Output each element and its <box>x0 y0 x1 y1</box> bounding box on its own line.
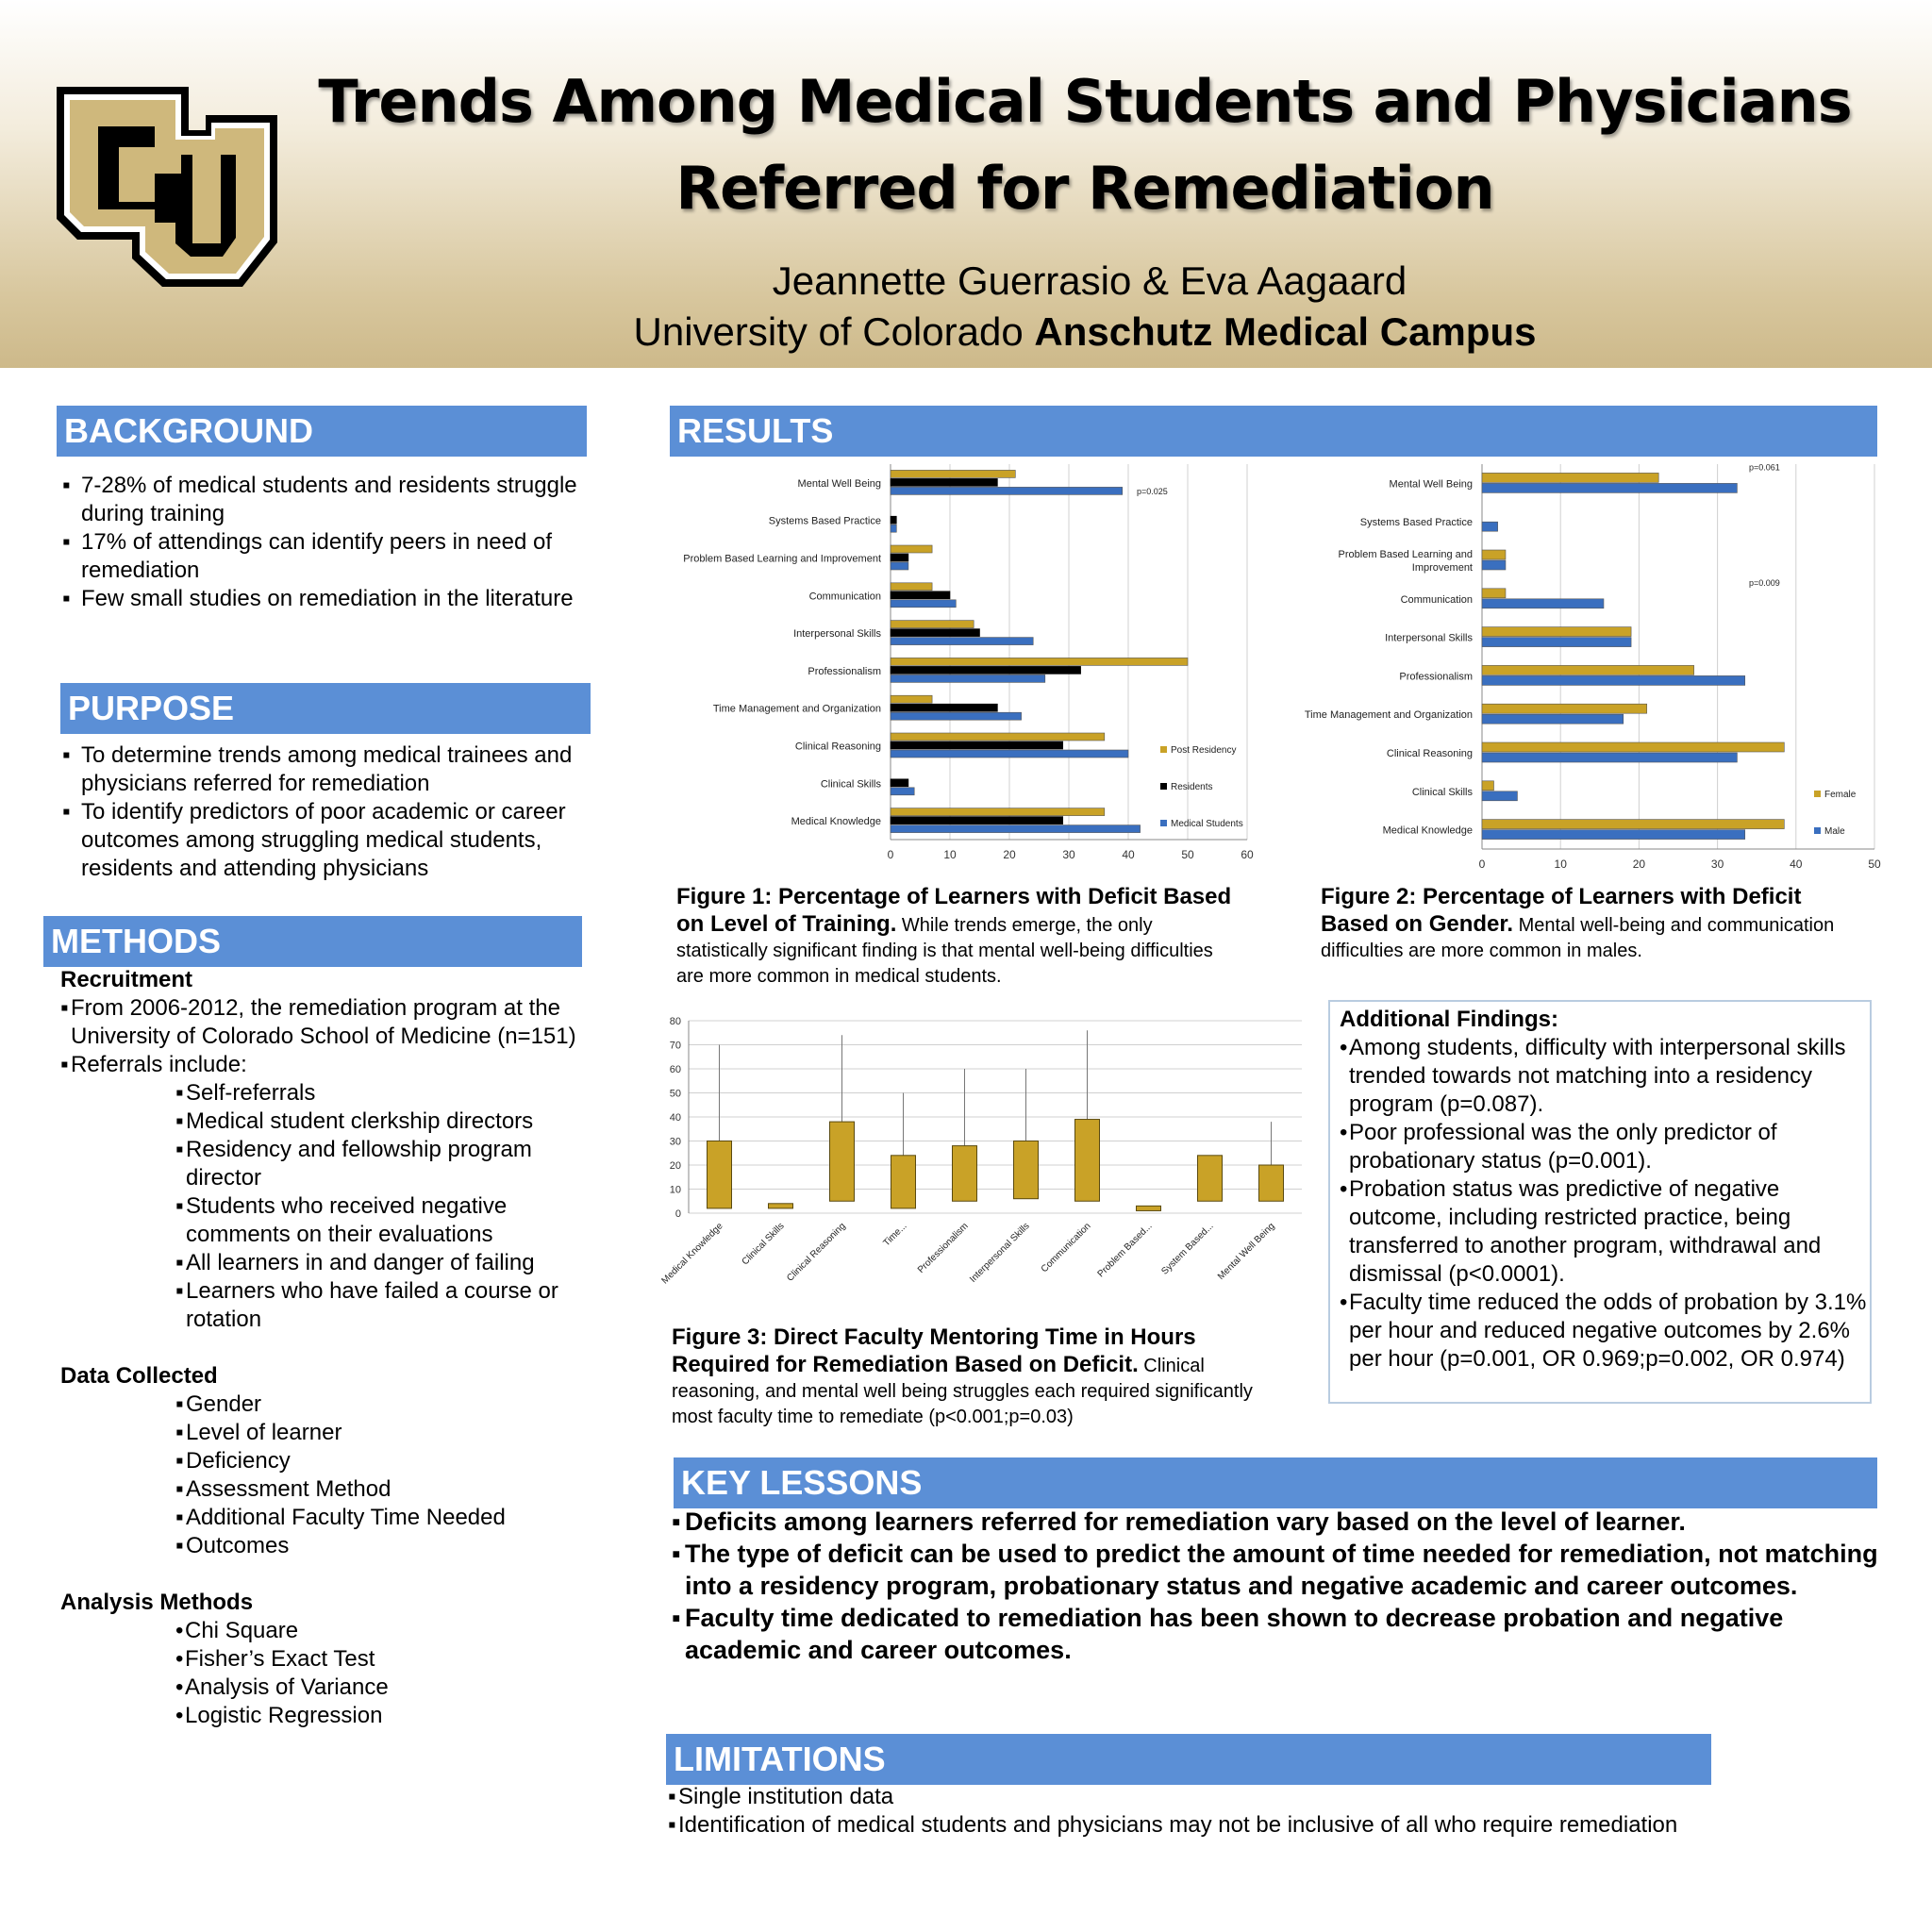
annotation: p=0.025 <box>1137 486 1168 496</box>
box <box>1075 1120 1100 1202</box>
y-tick-label: 40 <box>669 1112 681 1124</box>
category-label: Communication <box>808 591 881 603</box>
list-item: ▪ Outcomes <box>175 1532 598 1560</box>
bar <box>891 666 1081 674</box>
bar <box>1482 638 1631 647</box>
bar <box>1482 675 1745 685</box>
category-label: Systems Based Practice <box>1359 517 1473 529</box>
bar <box>891 733 1105 741</box>
list-item: ▪ Additional Faculty Time Needed <box>175 1504 598 1532</box>
purpose-list <box>62 741 591 883</box>
bar <box>891 658 1188 665</box>
bar <box>891 750 1128 758</box>
category-label: Medical Knowledge <box>1382 824 1473 837</box>
bar <box>891 470 1015 477</box>
bar <box>1482 522 1498 531</box>
box <box>891 1156 916 1208</box>
category-label: System Based... <box>1159 1221 1216 1277</box>
figure-2-caption-text: Mental well-being and communication difficulties are more common in males. <box>1321 915 1835 961</box>
category-label: Professionalism <box>1399 671 1473 683</box>
title-line-2: Referred for Remediation <box>675 154 1494 223</box>
bar <box>1482 483 1737 492</box>
bar <box>1482 627 1631 637</box>
legend-label: Post Residency <box>1171 745 1237 756</box>
methods-heading: METHODS <box>43 916 582 967</box>
y-tick-label: 20 <box>669 1160 681 1172</box>
x-tick-label: 40 <box>1122 848 1135 861</box>
category-label: Clinical Reasoning <box>1386 748 1473 759</box>
x-tick-label: 30 <box>1710 858 1724 871</box>
additional-findings-list <box>1340 1034 1870 1374</box>
category-label: Medical Knowledge <box>659 1221 725 1287</box>
figure-1-chart <box>670 462 1274 877</box>
category-label: Mental Well Being <box>797 477 881 490</box>
legend-swatch <box>1160 820 1167 826</box>
annotation: p=0.061 <box>1749 462 1780 473</box>
category-label: Time... <box>881 1221 909 1249</box>
bar <box>891 525 896 532</box>
bar <box>1482 550 1506 559</box>
y-tick-label: 50 <box>669 1088 681 1100</box>
list-item: ▪ Single institution data <box>668 1783 1913 1811</box>
y-tick-label: 80 <box>669 1016 681 1027</box>
data-collected-title: Data Collected <box>60 1363 218 1389</box>
bar <box>891 621 974 628</box>
list-item: ▪ Medical student clerkship directors <box>175 1108 598 1136</box>
key-lessons-list <box>672 1506 1898 1666</box>
category-label: Interpersonal Skills <box>793 628 881 641</box>
x-tick-label: 30 <box>1062 848 1075 861</box>
bar <box>1482 830 1745 840</box>
category-label: Communication <box>1039 1221 1093 1275</box>
x-tick-label: 50 <box>1181 848 1194 861</box>
list-item: ▪ Faculty time dedicated to remediation has been shown to decrease probation and negative academic and career outcomes. <box>672 1602 1898 1666</box>
category-label: Interpersonal Skills <box>1385 632 1473 644</box>
legend-label: Residents <box>1171 782 1213 792</box>
bar <box>1482 791 1517 801</box>
bar <box>1482 820 1784 829</box>
box <box>708 1141 732 1208</box>
bar <box>891 712 1022 720</box>
data-collected-list <box>60 1391 598 1560</box>
y-tick-label: 0 <box>675 1208 681 1220</box>
purpose-heading: PURPOSE <box>60 683 591 734</box>
y-tick-label: 70 <box>669 1040 681 1052</box>
referral-list <box>60 1079 598 1334</box>
list-item: • Fisher’s Exact Test <box>175 1645 598 1674</box>
methods-body <box>60 966 598 1730</box>
box <box>953 1146 977 1202</box>
limitations-list <box>668 1783 1913 1840</box>
bar <box>1482 781 1493 791</box>
bar <box>891 779 908 787</box>
bar <box>891 675 1045 682</box>
list-item: ▪ Identification of medical students and physicians may not be inclusive of all who require remediation <box>668 1811 1913 1840</box>
figure-2-caption-title: Figure 2: Percentage of Learners with Deficit Based on Gender. <box>1321 884 1802 937</box>
category-label: Professionalism <box>915 1221 971 1276</box>
poster-title <box>311 58 1858 232</box>
list-item: ▪ Referrals include: <box>60 1051 598 1079</box>
legend-swatch <box>1160 746 1167 753</box>
list-item: ▪ Gender <box>175 1391 598 1419</box>
x-tick-label: 20 <box>1632 858 1646 871</box>
bar <box>1482 599 1604 608</box>
analysis-title: Analysis Methods <box>60 1590 254 1615</box>
figure-3-caption-title: Figure 3: Direct Faculty Mentoring Time in Hours Required for Remediation Based on Deficit. <box>672 1324 1196 1377</box>
bar <box>891 629 980 637</box>
bar <box>891 788 914 795</box>
figure-3-chart <box>651 1009 1311 1321</box>
bar <box>891 554 908 561</box>
bar <box>891 516 896 524</box>
list-item: ▪ Residency and fellowship program director <box>175 1136 598 1192</box>
figure-3-caption <box>672 1324 1275 1430</box>
list-item: ▪ Deficits among learners referred for remediation vary based on the level of learner. <box>672 1506 1898 1538</box>
category-label: Mental Well Being <box>1389 478 1473 491</box>
affiliation <box>472 308 1698 357</box>
legend-swatch <box>1814 827 1821 834</box>
bar <box>891 695 932 703</box>
annotation: p=0.009 <box>1749 577 1780 588</box>
list-item: ▪ 17% of attendings can identify peers in need of remediation <box>62 528 591 585</box>
category-label: Interpersonal Skills <box>968 1221 1032 1285</box>
bar <box>891 741 1063 749</box>
box <box>830 1122 855 1201</box>
y-tick-label: 60 <box>669 1064 681 1075</box>
figure-1-caption <box>676 884 1242 990</box>
x-tick-label: 0 <box>887 848 894 861</box>
list-item: • Faculty time reduced the odds of probation by 3.1% per hour and reduced negative outcomes by 2.6% per hour (p=0.001, OR 0.969;p=0.002, OR 0.974) <box>1340 1289 1870 1374</box>
recruitment-title: Recruitment <box>60 967 193 992</box>
figure-2-chart <box>1283 457 1881 881</box>
list-item: • Logistic Regression <box>175 1702 598 1730</box>
bar <box>891 562 908 570</box>
x-tick-label: 40 <box>1790 858 1803 871</box>
affiliation-campus: Anschutz Medical Campus <box>1034 309 1537 354</box>
category-label: Clinical Skills <box>1411 786 1473 798</box>
legend-swatch <box>1160 783 1167 790</box>
list-item: • Chi Square <box>175 1617 598 1645</box>
list-item: ▪ All learners in and danger of failing <box>175 1249 598 1277</box>
legend-swatch <box>1814 791 1821 797</box>
key-lessons-heading: KEY LESSONS <box>674 1457 1877 1508</box>
list-item: ▪ Deficiency <box>175 1447 598 1475</box>
category-label: Time Management and Organization <box>1304 709 1473 722</box>
cu-logo <box>49 77 285 294</box>
analysis-list <box>60 1617 598 1730</box>
y-tick-label: 30 <box>669 1136 681 1148</box>
limitations-heading: LIMITATIONS <box>666 1734 1711 1785</box>
background-list <box>62 472 591 613</box>
box <box>1198 1156 1223 1201</box>
bar <box>891 704 997 711</box>
bar <box>1482 714 1624 724</box>
legend-label: Male <box>1824 826 1845 837</box>
bar <box>891 591 950 599</box>
category-label: Problem Based Learning and Improvement <box>683 553 881 565</box>
bar <box>891 825 1141 833</box>
background-heading: BACKGROUND <box>57 406 587 457</box>
category-label: Systems Based Practice <box>768 515 881 527</box>
list-item: ▪ 7-28% of medical students and residents struggle during training <box>62 472 591 528</box>
figure-1-caption-title: Figure 1: Percentage of Learners with Deficit Based on Level of Training. <box>676 884 1232 937</box>
category-label: Problem Based... <box>1095 1221 1155 1280</box>
recruitment-list <box>60 994 598 1079</box>
list-item: ▪ To determine trends among medical trainees and physicians referred for remediation <box>62 741 591 798</box>
additional-findings-box <box>1328 1000 1872 1404</box>
results-heading: RESULTS <box>670 406 1877 457</box>
y-tick-label: 10 <box>669 1184 681 1196</box>
box <box>1014 1141 1039 1199</box>
category-label: Clinical Skills <box>820 778 881 791</box>
list-item: • Among students, difficulty with interpersonal skills trended towards not matching into a residency program (p=0.087). <box>1340 1034 1870 1119</box>
x-tick-label: 50 <box>1868 858 1881 871</box>
figure-1-caption-text: While trends emerge, the only statistically significant finding is that mental well-being difficulties are more common in medical students. <box>676 915 1213 987</box>
category-label: Improvement <box>1411 562 1473 574</box>
legend-label: Female <box>1824 790 1857 800</box>
title-line-1: Trends Among Medical Students and Physicians <box>318 67 1852 136</box>
bar <box>891 808 1105 816</box>
bar <box>891 817 1063 824</box>
bar <box>1482 753 1737 762</box>
bar <box>891 638 1033 645</box>
bar <box>1482 560 1506 570</box>
x-tick-label: 10 <box>1554 858 1567 871</box>
category-label: Clinical Reasoning <box>785 1221 848 1284</box>
additional-findings-title: Additional Findings: <box>1340 1007 1558 1032</box>
category-label: Medical Knowledge <box>791 816 881 828</box>
category-label: Clinical Reasoning <box>794 741 881 753</box>
list-item: ▪ Learners who have failed a course or rotation <box>175 1277 598 1334</box>
list-item: ▪ Students who received negative comments on their evaluations <box>175 1192 598 1249</box>
list-item: ▪ From 2006-2012, the remediation program at the University of Colorado School of Medicine (n=151) <box>60 994 598 1051</box>
list-item: ▪ Few small studies on remediation in the literature <box>62 585 591 613</box>
category-label: Mental Well Being <box>1215 1221 1277 1282</box>
list-item: ▪ Self-referrals <box>175 1079 598 1108</box>
legend-label: Medical Students <box>1171 819 1243 829</box>
list-item: • Probation status was predictive of negative outcome, including restricted practice, being transferred to another program, withdrawal and dismissal (p<0.0001). <box>1340 1175 1870 1289</box>
figure-2-caption <box>1321 884 1849 964</box>
list-item: ▪ Level of learner <box>175 1419 598 1447</box>
bar <box>1482 704 1647 713</box>
list-item: ▪ Assessment Method <box>175 1475 598 1504</box>
bar <box>1482 473 1658 482</box>
category-label: Clinical Skills <box>740 1221 787 1268</box>
bar <box>891 600 956 608</box>
category-label: Communication <box>1400 593 1473 606</box>
figure-3-caption-text: Clinical reasoning, and mental well being struggles each required significantly most faculty time to remediate (p<0.001;p=0.03) <box>672 1356 1253 1427</box>
bar <box>891 545 932 553</box>
list-item: • Poor professional was the only predictor of probationary status (p=0.001). <box>1340 1119 1870 1175</box>
bar <box>891 583 932 591</box>
category-label: Professionalism <box>808 665 881 677</box>
list-item: ▪ The type of deficit can be used to predict the amount of time needed for remediation, not matching into a residency program, probationary status and negative academic and career outcomes. <box>672 1538 1898 1602</box>
box <box>1259 1165 1284 1201</box>
list-item: ▪ To identify predictors of poor academic or career outcomes among struggling medical students, residents and attending physicians <box>62 798 591 883</box>
x-tick-label: 10 <box>943 848 957 861</box>
box <box>769 1204 793 1208</box>
list-item: • Analysis of Variance <box>175 1674 598 1702</box>
bar <box>1482 589 1506 598</box>
bar <box>891 487 1123 494</box>
bar <box>1482 742 1784 752</box>
box <box>1137 1206 1161 1210</box>
category-label: Problem Based Learning and <box>1338 549 1473 560</box>
x-tick-label: 60 <box>1241 848 1254 861</box>
x-tick-label: 0 <box>1478 858 1486 871</box>
poster-header <box>0 0 1932 368</box>
x-tick-label: 20 <box>1003 848 1016 861</box>
authors: Jeannette Guerrasio & Eva Aagaard <box>772 258 1407 303</box>
affiliation-university: University of Colorado <box>633 309 1035 354</box>
bar <box>891 478 997 486</box>
bar <box>1482 665 1694 675</box>
category-label: Time Management and Organization <box>712 703 881 715</box>
